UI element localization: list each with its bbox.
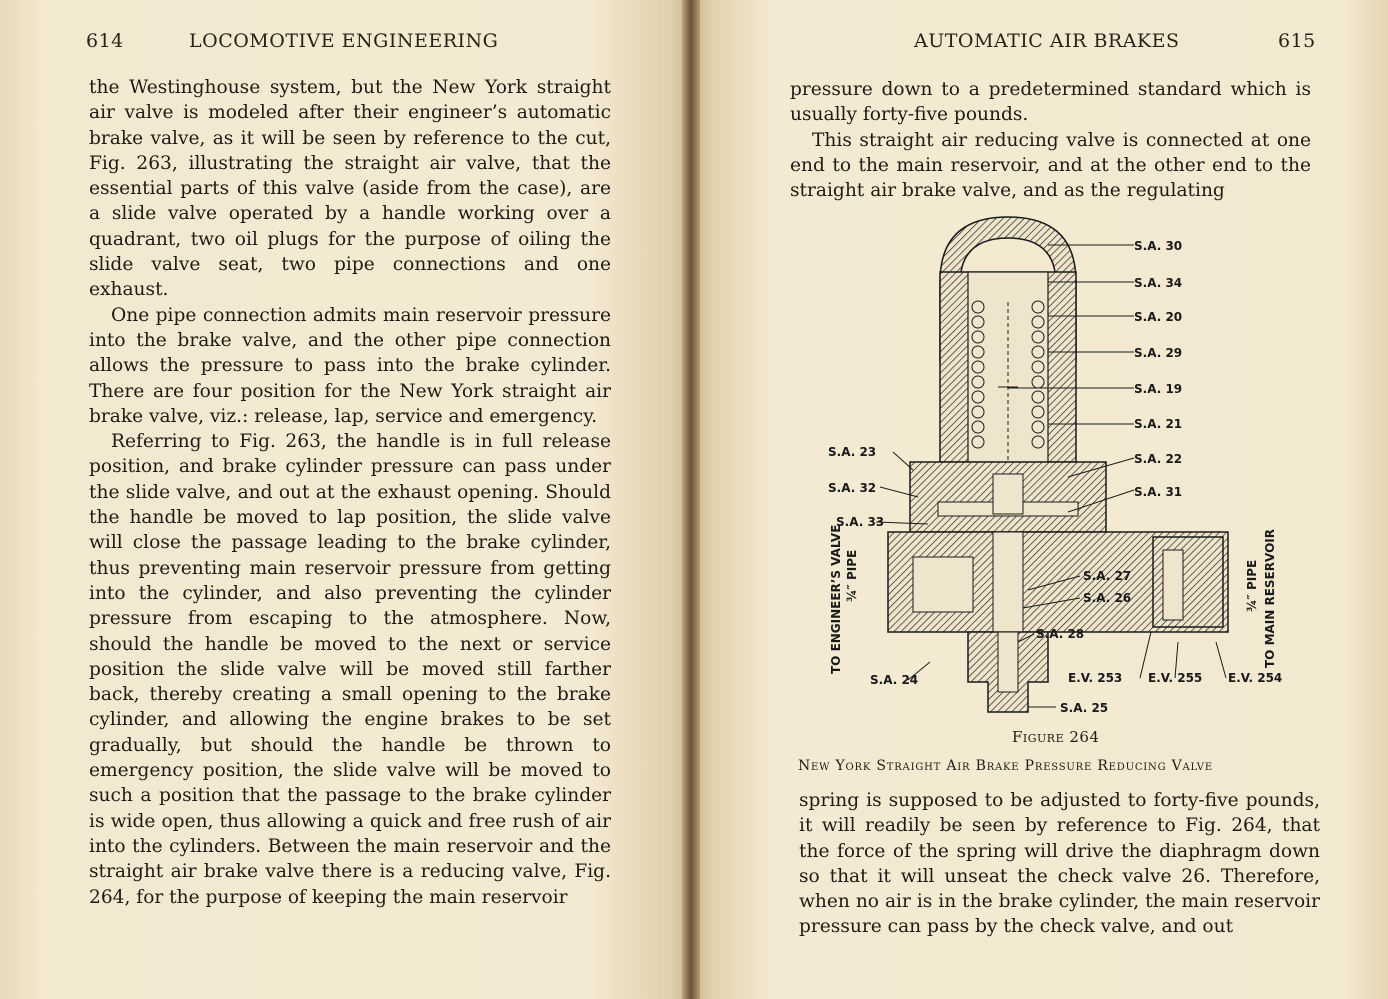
right-page-bottom-body: [799, 788, 1320, 940]
right-page-top-body: [790, 77, 1311, 203]
label-sa28: S.A. 28: [1036, 627, 1085, 641]
label-sa26: S.A. 26: [1083, 591, 1132, 605]
label-sa22: S.A. 22: [1134, 452, 1183, 466]
right-paragraph-1: pressure down to a predetermined standard which is usually forty-five pounds.: [790, 79, 1311, 126]
figure-number: Figure 264: [1012, 728, 1100, 746]
right-running-head: AUTOMATIC AIR BRAKES: [914, 30, 1180, 52]
label-ev255: E.V. 255: [1148, 671, 1203, 685]
figure-264-diagram: [818, 212, 1298, 732]
label-sa23: S.A. 23: [828, 445, 877, 459]
label-sa20: S.A. 20: [1134, 310, 1183, 324]
left-running-head: LOCOMOTIVE ENGINEERING: [189, 30, 499, 52]
label-sa29: S.A. 29: [1134, 346, 1183, 360]
valve-cross-section: [818, 212, 1298, 732]
side-label-engineers-valve: TO ENGINEER’S VALVE: [829, 524, 843, 674]
right-paragraph-3: spring is supposed to be adjusted to forty-five pounds, it will readily be seen by reference to Fig. 264, that the force of the spring will drive the diaphragm down so that it will unseat the check valve 26. Therefore, when no air is in the brake cylinder, the main reservoir pressure can pass by the check valve, and out: [799, 790, 1320, 938]
label-sa31: S.A. 31: [1134, 485, 1183, 499]
label-sa34: S.A. 34: [1134, 276, 1183, 290]
right-page-number: 615: [1278, 30, 1316, 52]
label-sa25: S.A. 25: [1060, 701, 1109, 715]
right-paragraph-2: This straight air reducing valve is connected at one end to the main reservoir, and at the other end to the straight air brake valve, and as the regulating: [790, 129, 1311, 202]
label-sa27: S.A. 27: [1083, 569, 1132, 583]
side-label-main-reservoir: TO MAIN RESERVOIR: [1263, 529, 1277, 668]
side-label-left-pipe: ¾″ PIPE: [845, 549, 859, 602]
left-paragraph-1: the Westinghouse system, but the New York straight air valve is modeled after their engineer’s automatic brake valve, as it will be seen by reference to the cut, Fig. 263, illustrating the straight air valve, that the essential parts of this valve (aside from the case), are a slide valve operated by a handle working over a quadrant, two oil plugs for the purpose of oiling the slide valve seat, two pipe connections and one exhaust.: [89, 77, 611, 301]
figure-title: New York Straight Air Brake Pressure Reducing Valve: [798, 758, 1213, 774]
label-sa24: S.A. 24: [870, 673, 919, 687]
label-sa19: S.A. 19: [1134, 382, 1183, 396]
label-sa33: S.A. 33: [836, 515, 885, 529]
book-gutter: [682, 0, 700, 999]
label-sa21: S.A. 21: [1134, 417, 1183, 431]
label-sa30: S.A. 30: [1134, 239, 1183, 253]
left-paragraph-3: Referring to Fig. 263, the handle is in full release position, and brake cylinder pressure can pass under the slide valve, and out at the exhaust opening. Should the handle be moved to lap position, the slide valve will close the passage leading to the brake cylinder, thus preventing main reservoir pressure from getting into the cylinder, and also preventing the cylinder pressure from escaping to the atmosphere. Now, should the handle be moved to the next or service position the slide valve will be moved still farther back, thereby creating a small opening to the brake cylinder, and allowing the engine brakes to be set gradually, but should the handle be thrown to emergency position, the slide valve will be moved to such a position that the passage to the brake cylinder is wide open, thus allowing a quick and free rush of air into the cylinders. Between the main reservoir and the straight air brake valve there is a reducing valve, Fig. 264, for the purpose of keeping the main reservoir: [89, 431, 611, 908]
left-page-body: [89, 75, 611, 910]
left-paragraph-2: One pipe connection admits main reservoir pressure into the brake valve, and the other pipe connection allows the pressure to pass into the brake cylinder. There are four position for the New York straight air brake valve, viz.: release, lap, service and emergency.: [89, 304, 611, 427]
left-page-number: 614: [86, 30, 124, 52]
side-label-right-pipe: ¾″ PIPE: [1245, 559, 1259, 612]
label-ev253: E.V. 253: [1068, 671, 1123, 685]
label-ev254: E.V. 254: [1228, 671, 1283, 685]
label-sa32: S.A. 32: [828, 481, 877, 495]
